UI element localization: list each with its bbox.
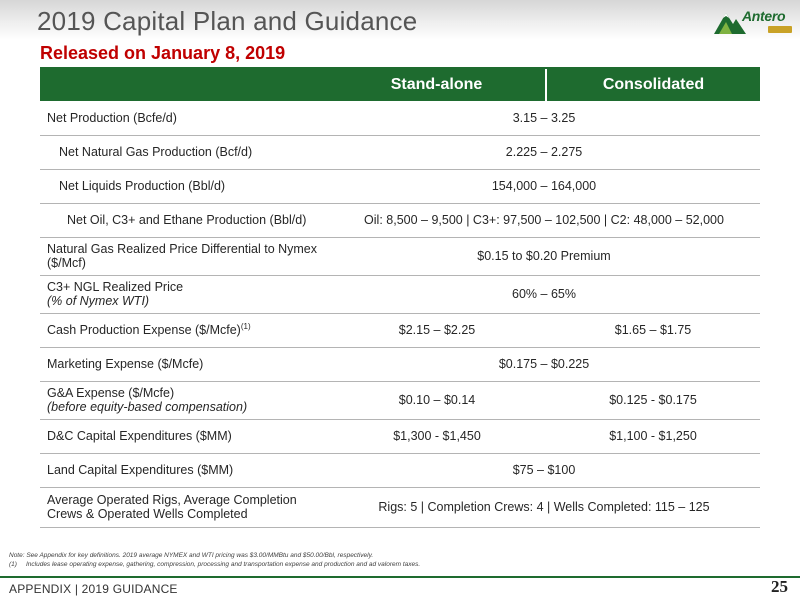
row-value: $0.175 – $0.225	[328, 347, 760, 381]
row-label: Net Natural Gas Production (Bcf/d)	[40, 135, 328, 169]
row-label: Average Operated Rigs, Average Completion Crews & Operated Wells Completed	[40, 487, 328, 527]
table-row	[40, 419, 760, 453]
row-label: Land Capital Expenditures ($MM)	[40, 453, 328, 487]
row-label-text: G&A Expense ($/Mcfe)	[47, 386, 175, 400]
row-label-sub: (before equity-based compensation)	[47, 400, 248, 414]
guidance-table	[40, 69, 760, 528]
company-logo	[713, 5, 795, 39]
column-header-standalone: Stand-alone	[328, 69, 546, 101]
row-label: Net Liquids Production (Bbl/d)	[40, 169, 328, 203]
row-label-text: Cash Production Expense ($/Mcfe)	[47, 323, 241, 338]
row-label: Marketing Expense ($/Mcfe)	[40, 347, 328, 381]
row-value: 60% – 65%	[328, 275, 760, 313]
column-header-consolidated: Consolidated	[546, 69, 760, 101]
logo-badge	[768, 26, 792, 33]
table-row	[40, 203, 760, 237]
row-value: $0.15 to $0.20 Premium	[328, 237, 760, 275]
row-label: D&C Capital Expenditures ($MM)	[40, 419, 328, 453]
notes-block	[9, 551, 769, 569]
row-label: Net Production (Bcfe/d)	[40, 101, 328, 135]
table-row	[40, 275, 760, 313]
row-value-standalone: $0.10 – $0.14	[328, 381, 546, 419]
page-title: 2019 Capital Plan and Guidance	[37, 6, 418, 36]
row-label: Net Oil, C3+ and Ethane Production (Bbl/d)	[40, 203, 328, 237]
row-value: Oil: 8,500 – 9,500 | C3+: 97,500 – 102,500 | C2: 48,000 – 52,000	[328, 203, 760, 237]
page-number: 25	[771, 577, 788, 596]
note-text: Note: See Appendix for key definitions. 2019 average NYMEX and WTI pricing was $3.00/MMBtu and $50.00/Bbl, respectively.	[9, 552, 374, 559]
row-label	[40, 275, 328, 313]
table-header-row	[40, 69, 760, 101]
table-row	[40, 347, 760, 381]
row-label	[40, 381, 328, 419]
row-value: Rigs: 5 | Completion Crews: 4 | Wells Completed: 115 – 125	[328, 487, 760, 527]
row-value-standalone: $2.15 – $2.25	[328, 313, 546, 347]
row-value: 3.15 – 3.25	[328, 101, 760, 135]
table-row	[40, 101, 760, 135]
release-subtitle: Released on January 8, 2019	[40, 43, 286, 63]
row-label-sub: (% of Nymex WTI)	[47, 294, 150, 308]
row-label-text: C3+ NGL Realized Price	[47, 280, 184, 294]
row-value-consolidated: $1,100 - $1,250	[546, 419, 760, 453]
footer-rule	[0, 576, 800, 578]
row-label	[40, 313, 328, 347]
header-blank-cell	[40, 69, 328, 101]
logo-text: Antero	[742, 8, 786, 24]
table-row	[40, 135, 760, 169]
row-label: Natural Gas Realized Price Differential to Nymex ($/Mcf)	[40, 237, 328, 275]
table-row	[40, 237, 760, 275]
footnote-marker: (1)	[240, 322, 251, 332]
row-value: $75 – $100	[328, 453, 760, 487]
table-row	[40, 487, 760, 527]
row-value: 2.225 – 2.275	[328, 135, 760, 169]
table-row	[40, 313, 760, 347]
table-row	[40, 453, 760, 487]
footnote-text: (1) Includes lease operating expense, gathering, compression, processing and transportation expense and production and ad valorem taxes.	[9, 561, 421, 568]
table-row	[40, 169, 760, 203]
table-row	[40, 381, 760, 419]
row-value: 154,000 – 164,000	[328, 169, 760, 203]
row-value-consolidated: $1.65 – $1.75	[546, 313, 760, 347]
row-value-standalone: $1,300 - $1,450	[328, 419, 546, 453]
row-value-consolidated: $0.125 - $0.175	[546, 381, 760, 419]
footer-section-label: APPENDIX | 2019 GUIDANCE	[9, 582, 178, 596]
